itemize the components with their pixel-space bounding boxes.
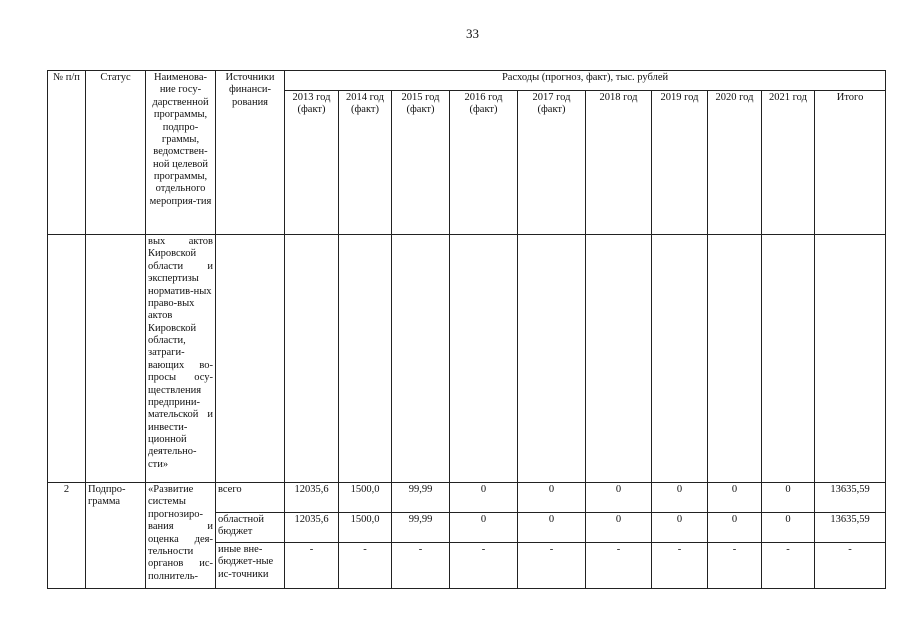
cell-empty — [285, 235, 339, 483]
value-cell: 99,99 — [392, 483, 450, 513]
value-cell: - — [708, 543, 762, 589]
value-cell: 12035,6 — [285, 513, 339, 543]
header-expenses: Расходы (прогноз, факт), тыс. рублей — [285, 71, 886, 91]
year-2014: 2014 год (факт) — [339, 91, 392, 235]
value-cell: 0 — [762, 513, 815, 543]
year-2019: 2019 год — [652, 91, 708, 235]
year-2021: 2021 год — [762, 91, 815, 235]
value-cell: 99,99 — [392, 513, 450, 543]
cell-empty — [652, 235, 708, 483]
cell-empty — [86, 235, 146, 483]
header-status: Статус — [86, 71, 146, 235]
continuation-name: вых актов Кировской области и экспертизы норматив-ных право-вых актов Кировской области, затраги-вающих во-просы осу-ществления предприни-мательской и инвести-ционной деятельно-сти» — [146, 235, 216, 483]
header-name: Наименова-ние госу-дарственной программы, подпро-граммы, ведомствен-ной целевой программы, отдельного мероприя-тия — [146, 71, 216, 235]
cell-empty — [762, 235, 815, 483]
value-cell: 0 — [586, 513, 652, 543]
value-cell: - — [285, 543, 339, 589]
value-cell: 0 — [586, 483, 652, 513]
cell-empty — [708, 235, 762, 483]
year-2015: 2015 год (факт) — [392, 91, 450, 235]
value-cell: 0 — [652, 483, 708, 513]
source-label: областной бюджет — [216, 513, 285, 543]
source-label: иные вне-бюджет-ные ис-точники — [216, 543, 285, 589]
value-cell: - — [339, 543, 392, 589]
year-2016: 2016 год (факт) — [450, 91, 518, 235]
value-cell: - — [518, 543, 586, 589]
value-cell: 0 — [518, 483, 586, 513]
year-2013: 2013 год (факт) — [285, 91, 339, 235]
value-cell: - — [586, 543, 652, 589]
page-number: 33 — [466, 26, 479, 41]
cell-empty — [48, 235, 86, 483]
value-cell: 0 — [450, 513, 518, 543]
value-cell: 0 — [762, 483, 815, 513]
value-cell: 1500,0 — [339, 513, 392, 543]
value-cell: - — [450, 543, 518, 589]
cell-empty — [450, 235, 518, 483]
header-row — [48, 71, 886, 91]
total-header: Итого — [815, 91, 886, 235]
value-cell: - — [762, 543, 815, 589]
cell-empty — [339, 235, 392, 483]
value-cell: 0 — [518, 513, 586, 543]
value-cell: 1500,0 — [339, 483, 392, 513]
total-cell: - — [815, 543, 886, 589]
total-cell: 13635,59 — [815, 483, 886, 513]
year-2020: 2020 год — [708, 91, 762, 235]
value-cell: - — [392, 543, 450, 589]
year-2018: 2018 год — [586, 91, 652, 235]
subprogram-num: 2 — [48, 483, 86, 589]
cell-empty — [518, 235, 586, 483]
table-row — [48, 483, 886, 513]
header-sources: Источники финанси-рования — [216, 71, 285, 235]
value-cell: 0 — [708, 483, 762, 513]
continuation-row — [48, 235, 886, 483]
source-label: всего — [216, 483, 285, 513]
value-cell: 0 — [708, 513, 762, 543]
header-num: № п/п — [48, 71, 86, 235]
value-cell: - — [652, 543, 708, 589]
total-cell: 13635,59 — [815, 513, 886, 543]
subprogram-status: Подпро-грамма — [86, 483, 146, 589]
cell-empty — [392, 235, 450, 483]
subprogram-name: «Развитие системы прогнозиро-вания и оценка дея-тельности органов ис-полнитель- — [146, 483, 216, 589]
cell-empty — [216, 235, 285, 483]
value-cell: 0 — [652, 513, 708, 543]
year-2017: 2017 год (факт) — [518, 91, 586, 235]
cell-empty — [815, 235, 886, 483]
value-cell: 0 — [450, 483, 518, 513]
value-cell: 12035,6 — [285, 483, 339, 513]
budget-table — [47, 70, 886, 589]
cell-empty — [586, 235, 652, 483]
